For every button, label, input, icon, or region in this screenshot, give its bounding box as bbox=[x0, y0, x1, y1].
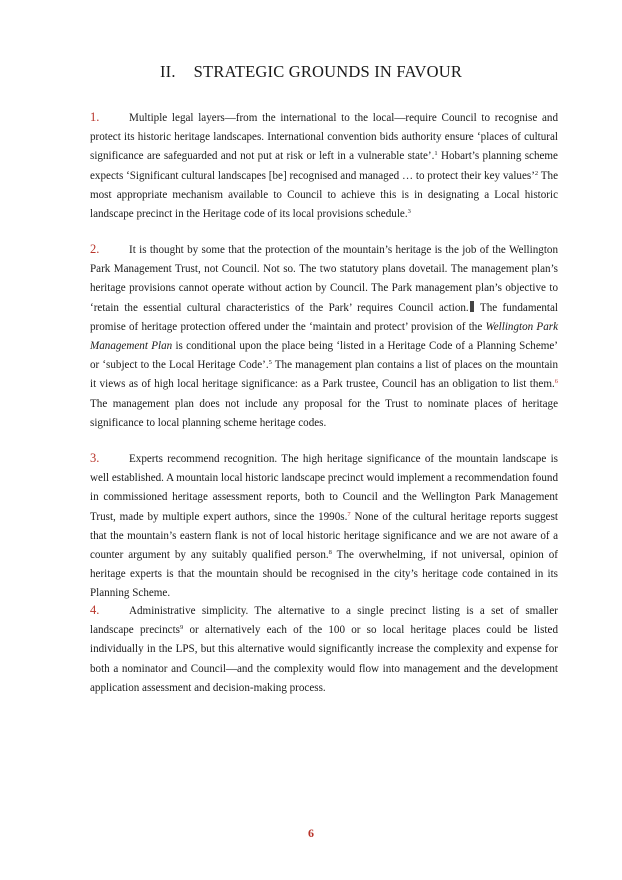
page-number: 6 bbox=[308, 826, 314, 840]
paragraph-text: or alternatively each of the 100 or so local heritage places could be listed individually in the LPS, but this alternative would significantly increase the complexity and expense for both a nominator and Council—and the complexity would flow into management and the development application assessment and decision-making process. bbox=[90, 624, 558, 694]
footnote-ref[interactable]: 5 bbox=[268, 359, 272, 367]
plan-title-italic: Wellington Park Management Plan bbox=[90, 320, 558, 353]
paragraph-text: The management plan does not include any proposal for the Trust to nominate places of heritage significance to local planning scheme heritage codes. bbox=[90, 397, 558, 429]
footnote-ref[interactable]: 3 bbox=[407, 208, 411, 216]
paragraph-text: None of the cultural heritage reports suggest that the mountain’s eastern flank is not of local historic heritage significance and we are not aware of a counter argument by any suitably qualified person. bbox=[90, 510, 559, 562]
paragraph-3 bbox=[90, 449, 558, 604]
footnote-ref[interactable]: 1 bbox=[434, 150, 438, 158]
paragraph-text: is conditional upon the place being ‘listed in a Heritage Code of a Planning Scheme’ or ‘subject to the Local Heritage Code’. bbox=[90, 340, 558, 372]
text-cursor-marker bbox=[470, 301, 474, 312]
footnote-ref[interactable]: 2 bbox=[534, 169, 539, 177]
paragraph-text: Multiple legal layers—from the international to the local—require Council to recognise and protect its historic heritage landscapes. International convention bids authority ensure ‘places of cultural significance are safeguarded and not put at risk or left in a vulnerable state’. bbox=[90, 112, 558, 163]
footnote-ref[interactable]: 8 bbox=[328, 549, 332, 557]
paragraph-text: The overwhelming, if not universal, opinion of heritage experts is that the mountain should be recognised in the city’s heritage code contained in its Planning Scheme. bbox=[90, 549, 558, 600]
paragraph-text: The management plan contains a list of places on the mountain it views as of high local heritage significance: as a Park trustee, Council has an obligation to list them. bbox=[90, 359, 558, 391]
paragraph-number: 3. bbox=[90, 451, 100, 465]
footnote-ref[interactable]: 9 bbox=[180, 624, 184, 632]
paragraph-text: Hobart’s planning scheme expects ‘Significant cultural landscapes [be] recognised and managed … to protect their key values’ bbox=[90, 150, 558, 182]
paragraph-text: Experts recommend recognition. The high heritage significance of the mountain landscape is well established. A mountain local historic landscape precinct would implement a recommendation found in commissioned heritage assessment reports, both to Council and the Wellington Park Management Trust, made by multiple expert authors, since the 1990s. bbox=[90, 453, 558, 523]
section-number: II. bbox=[159, 62, 176, 81]
footnote-ref[interactable]: 7 bbox=[347, 510, 351, 518]
paragraph-text: The fundamental promise of heritage protection offered under the ‘maintain and protect’ provision of the bbox=[90, 301, 559, 333]
paragraph-number: 1. bbox=[90, 110, 100, 124]
paragraph-number: 4. bbox=[90, 603, 100, 617]
section-heading bbox=[0, 62, 622, 82]
section-title: STRATEGIC GROUNDS IN FAVOUR bbox=[193, 62, 463, 81]
paragraph-4 bbox=[90, 601, 558, 698]
paragraph-text: It is thought by some that the protection of the mountain’s heritage is the job of the Wellington Park Management Trust, not Council. Not so. The two statutory plans dovetail. The management plan’s heritage provisions cannot operate without action by Council. The Park management plan’s objective to ‘retain the essential cultural characteristics of the Park’ requires Council action. bbox=[90, 244, 558, 314]
footnote-ref[interactable]: 6 bbox=[554, 378, 558, 386]
paragraph-number: 2. bbox=[90, 242, 100, 256]
paragraph-1 bbox=[90, 108, 558, 224]
paragraph-text: Administrative simplicity. The alternative to a single precinct listing is a set of smaller landscape precincts bbox=[90, 605, 558, 637]
paragraph-2 bbox=[90, 240, 558, 433]
paragraph-text: The most appropriate mechanism available to Council to achieve this is in designating a Local historic landscape precinct in the Heritage code of its local provisions schedule. bbox=[90, 169, 558, 221]
